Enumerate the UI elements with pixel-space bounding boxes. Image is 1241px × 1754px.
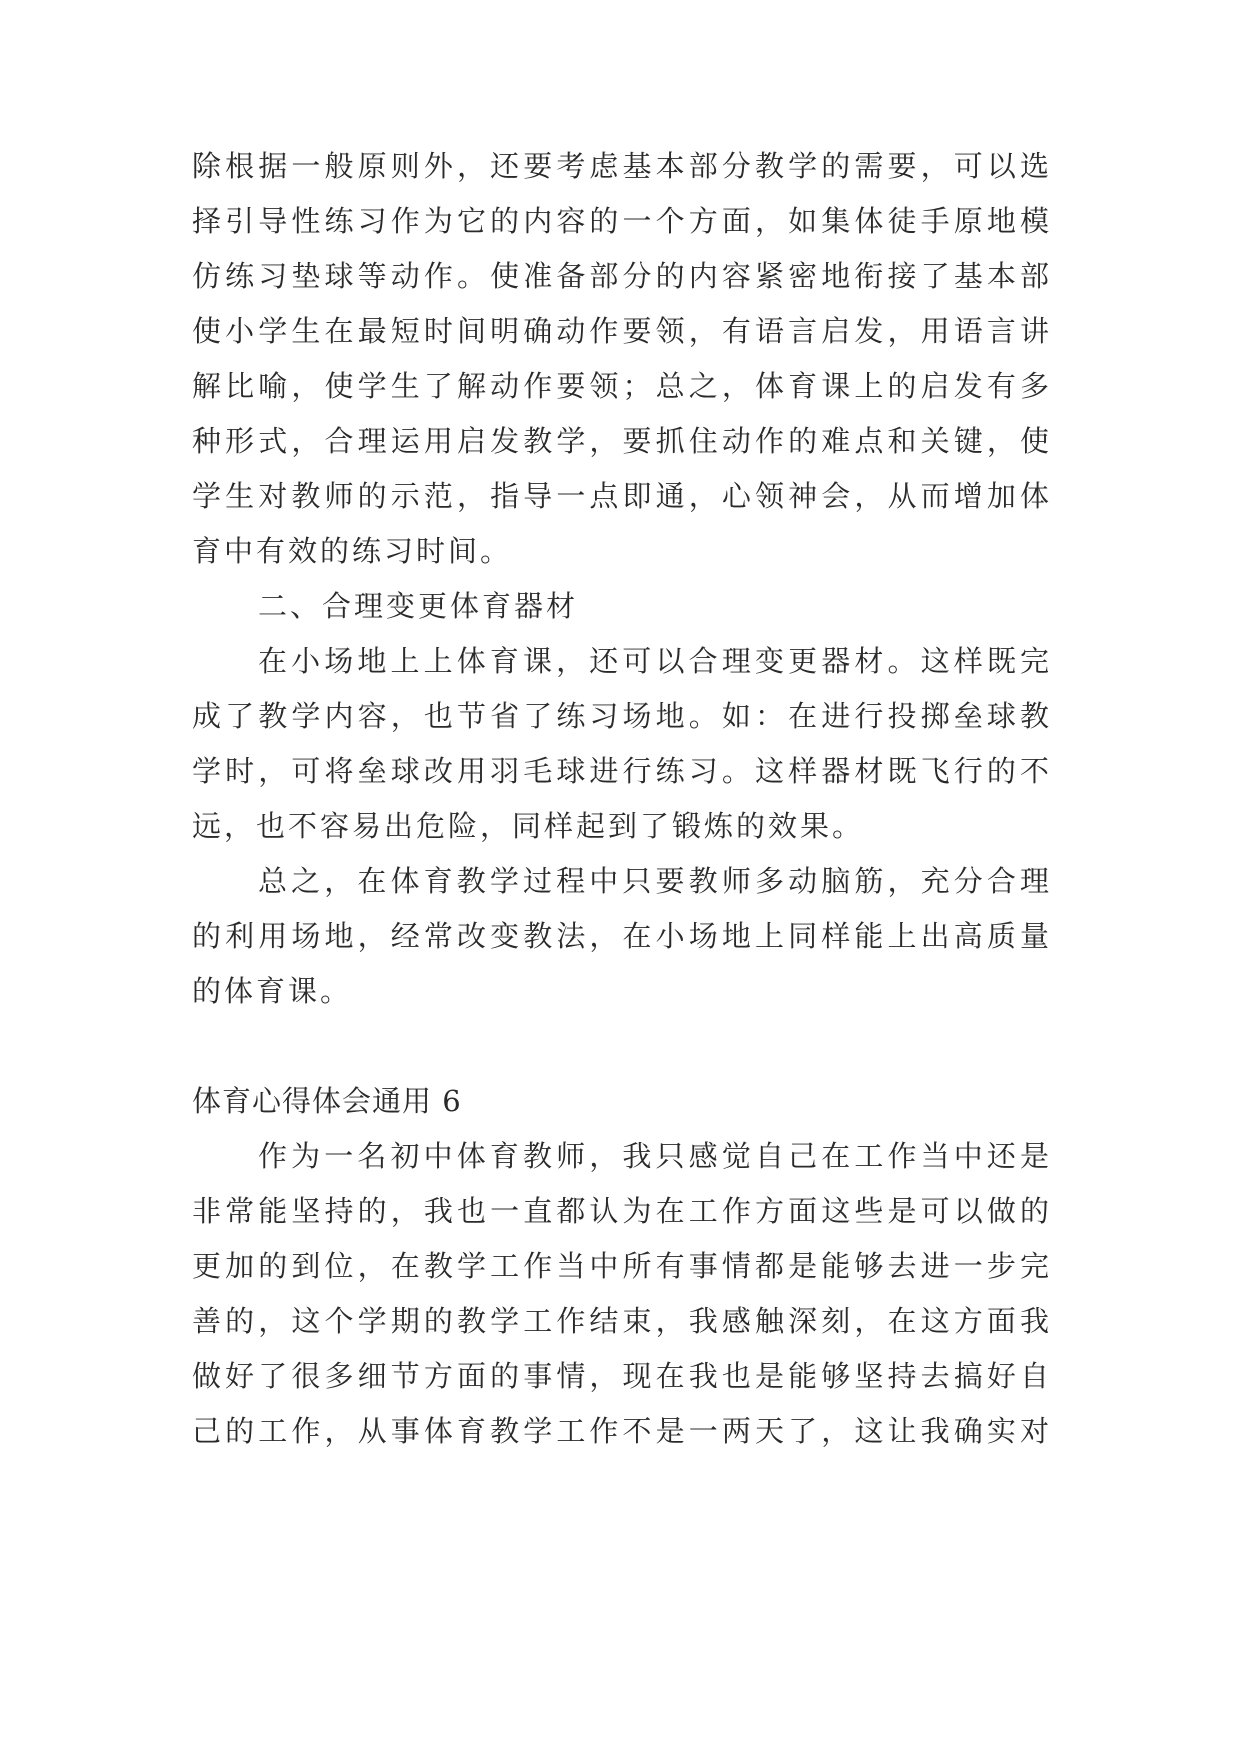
paragraph-line: 育中有效的练习时间。 bbox=[192, 534, 513, 568]
paragraph-line: 学时，可将垒球改用羽毛球进行练习。这样器材既飞行的不 bbox=[192, 754, 1052, 788]
paragraph-line: 除根据一般原则外，还要考虑基本部分教学的需要，可以选 bbox=[192, 149, 1052, 183]
section-title: 体育心得体会通用 6 bbox=[192, 1084, 462, 1118]
paragraph-line: 仿练习垫球等动作。使准备部分的内容紧密地衔接了基本部 bbox=[192, 259, 1052, 293]
paragraph-line: 非常能坚持的，我也一直都认为在工作方面这些是可以做的 bbox=[192, 1194, 1052, 1228]
paragraph-line: 学生对教师的示范，指导一点即通，心领神会，从而增加体 bbox=[192, 479, 1052, 513]
paragraph-line: 择引导性练习作为它的内容的一个方面，如集体徒手原地模 bbox=[192, 204, 1052, 238]
paragraph-line: 在小场地上上体育课，还可以合理变更器材。这样既完 bbox=[258, 644, 1052, 678]
paragraph-line: 己的工作，从事体育教学工作不是一两天了，这让我确实对 bbox=[192, 1414, 1052, 1448]
paragraph-line: 成了教学内容，也节省了练习场地。如：在进行投掷垒球教 bbox=[192, 699, 1052, 733]
paragraph-line: 远，也不容易出危险，同样起到了锻炼的效果。 bbox=[192, 809, 865, 843]
section-subheading: 二、合理变更体育器材 bbox=[258, 589, 579, 623]
paragraph-line: 善的，这个学期的教学工作结束，我感触深刻，在这方面我 bbox=[192, 1304, 1052, 1338]
paragraph-line: 种形式，合理运用启发教学，要抓住动作的难点和关键，使 bbox=[192, 424, 1052, 458]
paragraph-line: 更加的到位，在教学工作当中所有事情都是能够去进一步完 bbox=[192, 1249, 1052, 1283]
paragraph-line: 的利用场地，经常改变教法，在小场地上同样能上出高质量 bbox=[192, 919, 1052, 953]
paragraph-line: 总之，在体育教学过程中只要教师多动脑筋，充分合理 bbox=[258, 864, 1052, 898]
paragraph-line: 使小学生在最短时间明确动作要领，有语言启发，用语言讲 bbox=[192, 314, 1052, 348]
paragraph-line: 解比喻，使学生了解动作要领；总之，体育课上的启发有多 bbox=[192, 369, 1052, 403]
paragraph-line: 作为一名初中体育教师，我只感觉自己在工作当中还是 bbox=[258, 1139, 1052, 1173]
paragraph-line: 的体育课。 bbox=[192, 974, 353, 1008]
paragraph-line: 做好了很多细节方面的事情，现在我也是能够坚持去搞好自 bbox=[192, 1359, 1052, 1393]
